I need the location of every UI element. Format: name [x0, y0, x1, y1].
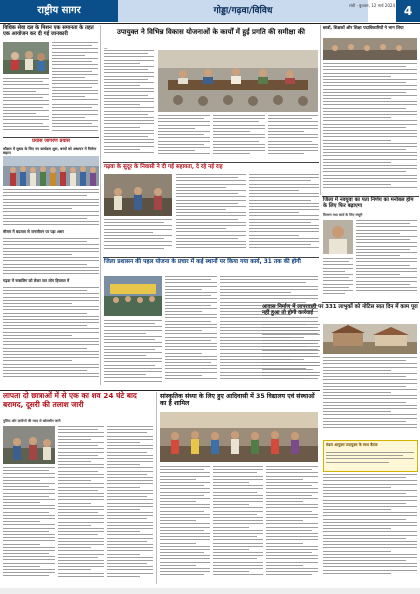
- mid-center-headline: गढ़वा के सुदूर के निवासी ने दी गई सहायता, दे रहे नई राह: [104, 164, 223, 170]
- article-body: [158, 115, 210, 160]
- divider: [103, 257, 319, 258]
- right-lower-headline: आवास निर्माण में लापरवाही पर 331 लाभुकों को नोटिस सात दिन में काम पूरा नहीं हुआ तो होगी कार्रवाई: [262, 304, 418, 317]
- article-body: [3, 238, 99, 278]
- column-rule: [320, 25, 321, 195]
- bottom-left-sub: पुलिस और ग्रामीणों की मदद से खोजबीन जारी: [3, 419, 61, 423]
- masthead-brand: राष्ट्रीय सागर: [0, 0, 118, 22]
- header-date: रांची · बुधवार, 12 मार्च 2024: [348, 3, 395, 8]
- article-body: [3, 189, 99, 229]
- article-body: [104, 320, 162, 388]
- article-body: [213, 466, 263, 584]
- article-photo: [104, 174, 172, 216]
- article-body: [323, 258, 353, 300]
- article-body: [3, 287, 99, 383]
- article-body: [104, 219, 172, 254]
- left-mid2-headline: गढ़वा में नाबालिग को लेकर चार लोग हिरासत में: [3, 278, 70, 283]
- article-body: [213, 115, 265, 160]
- article-photo: [3, 42, 49, 74]
- article-body: [262, 324, 320, 388]
- section-title: गोड्डा/गढ़वा/विविध: [118, 0, 368, 22]
- right-top-headline: छात्रों, शिक्षकों और शिक्षा पदाधिकारियों ने भाग लिया: [323, 25, 404, 30]
- article-body: [3, 78, 49, 136]
- article-body: [323, 357, 417, 437]
- page-footer: [0, 588, 420, 594]
- article-body: [176, 174, 246, 254]
- article-body: [266, 466, 318, 584]
- event-photo: [323, 38, 417, 60]
- left-mid-headline: मौसम में बदलाव से जनजीवन पर पड़ा असर: [3, 229, 64, 234]
- divider: [322, 302, 419, 303]
- article-body: [323, 474, 417, 584]
- column-rule: [100, 25, 101, 385]
- group-photo: [3, 156, 99, 186]
- mid-left-sub: कौशल में सुधार के लिए नए कार्यक्रम शुरू, बच्चों को अध्ययन में मिलेगा सहारा: [3, 147, 97, 156]
- center-mid-headline: जिला प्रशासन की पहल योजना के प्रचार में कई स्थानों पर किया गया कार्य, 31 तक की होगी: [104, 259, 301, 265]
- article-body: [58, 426, 104, 584]
- page-number: 4: [396, 0, 420, 22]
- article-body: [356, 220, 417, 300]
- cultural-event-photo: [160, 412, 318, 462]
- article-body: [323, 63, 417, 195]
- bottom-center-headline: सांस्कृतिक संध्या के लिए हुए आदिवासी में 35 विद्यालय एवं संस्थाओं का है शामिल: [160, 393, 315, 408]
- article-body: [52, 104, 98, 136]
- page-header: [0, 0, 420, 22]
- column-rule: [156, 392, 157, 584]
- bottom-left-headline: लापता दो छात्राओं में से एक का शव 24 घंटे बाद बरामद, दूसरी की तलाश जारी: [3, 391, 137, 409]
- byline: —: [104, 46, 108, 50]
- ad-headline: मंडल आयुक्त उपायुक्त के साथ बैठक: [326, 442, 378, 447]
- article-body: [52, 42, 98, 102]
- divider: [103, 162, 319, 163]
- article-body: [326, 452, 414, 468]
- article-photo: [3, 426, 55, 464]
- portrait-photo: [323, 220, 353, 254]
- meeting-photo: [158, 50, 318, 112]
- left-top-headline: विधिक सेवा दल के मिशन एक समानता के तहत एक आयोजन कर दी गई जानकारी: [3, 25, 94, 37]
- article-body: [165, 276, 217, 388]
- campaign-photo: [104, 276, 162, 316]
- article-body: [3, 467, 55, 584]
- article-body: [160, 466, 210, 584]
- mid-left-headline: प्रयास जागरण प्रयास: [32, 138, 70, 144]
- header-rule: [0, 23, 420, 24]
- mid-right-sub: वितरण तथा कार्य के लिए मंजूरी: [323, 213, 363, 217]
- article-body: [249, 174, 319, 254]
- article-body: [107, 426, 153, 584]
- article-body: [104, 50, 154, 160]
- center-top-headline: उपायुक्त ने विभिन्न विकास योजनाओं के कार्यों में हुई प्रगति की समीक्षा की: [117, 28, 305, 36]
- housing-photo: [323, 324, 417, 354]
- mid-right-headline: जिला में नवयुवा का पता निर्णय का मनोबल होम के लिए फिर बढ़ाएगा: [323, 197, 414, 209]
- article-body: [268, 115, 318, 160]
